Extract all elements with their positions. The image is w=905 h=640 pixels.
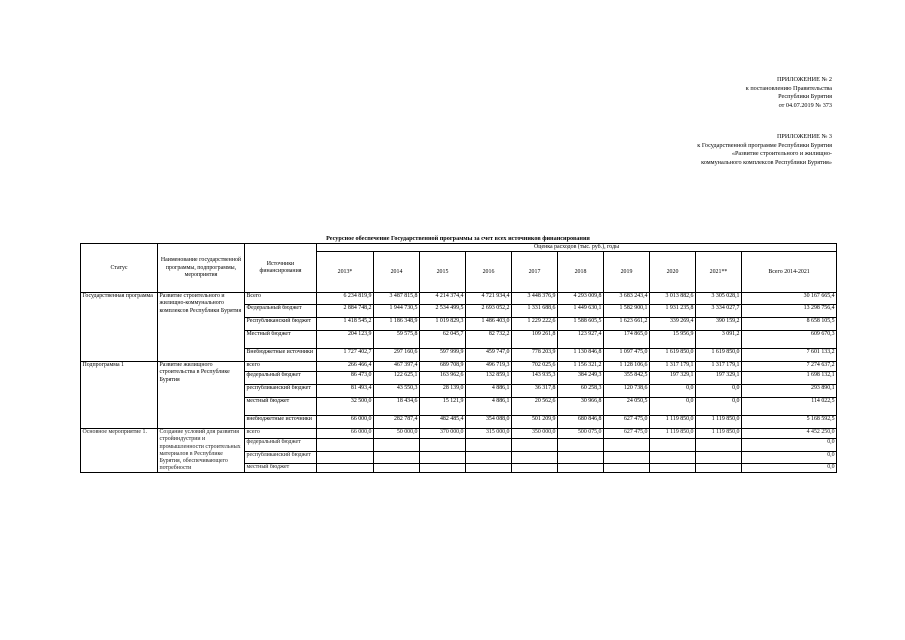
header-source: Источники финансирования bbox=[245, 244, 317, 293]
row-source: республиканский бюджет bbox=[245, 385, 317, 398]
appendix-line: ПРИЛОЖЕНИЕ № 3 bbox=[776, 133, 832, 140]
row-source: Местный бюджет bbox=[245, 331, 317, 349]
header-year: 2019 bbox=[604, 252, 650, 293]
cell-value bbox=[650, 451, 696, 463]
cell-value: 3 683 243,4 bbox=[604, 293, 650, 305]
cell-value: 143 935,3 bbox=[512, 372, 558, 385]
row-status: Основное мероприятие 1. bbox=[81, 429, 158, 473]
cell-value: 82 732,2 bbox=[466, 331, 512, 349]
cell-value: 8 658 105,5 bbox=[742, 318, 837, 331]
cell-value: 1 931 235,8 bbox=[650, 305, 696, 318]
cell-value: 1 619 850,0 bbox=[650, 349, 696, 362]
cell-value: 778 203,9 bbox=[512, 349, 558, 362]
cell-value: 0,0 bbox=[742, 464, 837, 473]
cell-value: 496 719,3 bbox=[466, 362, 512, 372]
cell-value: 32 500,0 bbox=[317, 398, 374, 416]
cell-value: 66 000,0 bbox=[317, 429, 374, 439]
row-source: республиканский бюджет bbox=[245, 451, 317, 463]
cell-value bbox=[512, 451, 558, 463]
cell-value: 114 022,5 bbox=[742, 398, 837, 416]
header-year: 2018 bbox=[558, 252, 604, 293]
cell-value: 1 449 630,1 bbox=[558, 305, 604, 318]
cell-value: 197 329,1 bbox=[650, 372, 696, 385]
cell-value bbox=[696, 464, 742, 473]
row-source: местный бюджет bbox=[245, 464, 317, 473]
header-estimate: Оценка расходов (тыс. руб.), годы bbox=[317, 244, 837, 252]
row-source: Федеральный бюджет bbox=[245, 305, 317, 318]
cell-value: 109 261,8 bbox=[512, 331, 558, 349]
cell-value bbox=[420, 451, 466, 463]
row-source: Республиканский бюджет bbox=[245, 318, 317, 331]
cell-value bbox=[650, 464, 696, 473]
cell-value: 297 160,6 bbox=[374, 349, 420, 362]
header-year: Всего 2014-2021 bbox=[742, 252, 837, 293]
cell-value: 1 130 846,8 bbox=[558, 349, 604, 362]
cell-value: 1 317 179,1 bbox=[696, 362, 742, 372]
cell-value: 1 619 850,0 bbox=[696, 349, 742, 362]
appendix-line: «Развитие строительного и жилищно- bbox=[731, 150, 832, 158]
cell-value: 354 088,0 bbox=[466, 416, 512, 429]
cell-value: 6 234 819,9 bbox=[317, 293, 374, 305]
cell-value: 3 091,2 bbox=[696, 331, 742, 349]
cell-value: 2 534 499,5 bbox=[420, 305, 466, 318]
cell-value: 1 588 605,5 bbox=[558, 318, 604, 331]
cell-value: 1 119 850,0 bbox=[650, 416, 696, 429]
cell-value bbox=[696, 439, 742, 451]
header-status: Статус bbox=[81, 244, 158, 293]
cell-value: 163 962,6 bbox=[420, 372, 466, 385]
cell-value: 467 397,4 bbox=[374, 362, 420, 372]
cell-value: 66 000,0 bbox=[317, 416, 374, 429]
cell-value bbox=[558, 464, 604, 473]
appendix-line: коммунального комплексов Республики Бурятия» bbox=[701, 158, 832, 166]
cell-value: 13 298 756,4 bbox=[742, 305, 837, 318]
cell-value bbox=[604, 451, 650, 463]
table-row bbox=[81, 362, 837, 372]
header-year: 2014 bbox=[374, 252, 420, 293]
cell-value: 500 075,0 bbox=[558, 429, 604, 439]
row-source: Внебюджетные источники bbox=[245, 349, 317, 362]
cell-value: 1 128 106,6 bbox=[604, 362, 650, 372]
cell-value bbox=[374, 451, 420, 463]
cell-value bbox=[466, 439, 512, 451]
cell-value: 120 738,6 bbox=[604, 385, 650, 398]
cell-value: 43 550,3 bbox=[374, 385, 420, 398]
cell-value: 315 000,0 bbox=[466, 429, 512, 439]
cell-value: 2 884 748,2 bbox=[317, 305, 374, 318]
cell-value: 350 000,0 bbox=[512, 429, 558, 439]
cell-value bbox=[604, 464, 650, 473]
header-year: 2016 bbox=[466, 252, 512, 293]
cell-value: 15 956,9 bbox=[650, 331, 696, 349]
cell-value: 50 000,0 bbox=[374, 429, 420, 439]
cell-value: 30 167 665,4 bbox=[742, 293, 837, 305]
cell-value: 5 168 592,5 bbox=[742, 416, 837, 429]
cell-value: 1 727 402,7 bbox=[317, 349, 374, 362]
appendix-line: от 04.07.2019 № 373 bbox=[778, 101, 832, 109]
cell-value: 132 859,1 bbox=[466, 372, 512, 385]
cell-value: 86 473,0 bbox=[317, 372, 374, 385]
header-year: 2017 bbox=[512, 252, 558, 293]
row-source: всего bbox=[245, 362, 317, 372]
cell-value: 28 139,0 bbox=[420, 385, 466, 398]
cell-value: 0,0 bbox=[696, 398, 742, 416]
cell-value: 15 121,9 bbox=[420, 398, 466, 416]
row-status: Подпрограмма 1 bbox=[81, 362, 158, 429]
table-row bbox=[81, 293, 837, 305]
cell-value: 7 601 133,2 bbox=[742, 349, 837, 362]
cell-value: 1 698 132,1 bbox=[742, 372, 837, 385]
cell-value: 1 119 850,0 bbox=[696, 429, 742, 439]
row-source: федеральный бюджет bbox=[245, 372, 317, 385]
cell-value: 1 486 403,0 bbox=[466, 318, 512, 331]
cell-value: 0,0 bbox=[742, 439, 837, 451]
cell-value: 0,0 bbox=[742, 451, 837, 463]
cell-value: 1 229 222,6 bbox=[512, 318, 558, 331]
cell-value: 4 452 250,0 bbox=[742, 429, 837, 439]
cell-value: 4 886,1 bbox=[466, 398, 512, 416]
header-year: 2021** bbox=[696, 252, 742, 293]
table-title: Ресурсное обеспечение Государственной программы за счет всех источников финансирования bbox=[326, 235, 590, 242]
cell-value: 1 582 900,1 bbox=[604, 305, 650, 318]
row-source: всего bbox=[245, 429, 317, 439]
cell-value: 1 418 545,2 bbox=[317, 318, 374, 331]
resource-table bbox=[80, 243, 837, 473]
cell-value: 3 334 027,7 bbox=[696, 305, 742, 318]
cell-value: 204 123,9 bbox=[317, 331, 374, 349]
cell-value: 1 119 850,0 bbox=[696, 416, 742, 429]
cell-value: 3 305 028,1 bbox=[696, 293, 742, 305]
cell-value: 7 274 637,2 bbox=[742, 362, 837, 372]
table-header bbox=[81, 244, 837, 293]
cell-value: 4 721 934,4 bbox=[466, 293, 512, 305]
row-source: внебюджетные источники bbox=[245, 416, 317, 429]
appendix-3-header bbox=[697, 133, 832, 167]
cell-value: 60 258,3 bbox=[558, 385, 604, 398]
cell-value: 1 097 475,0 bbox=[604, 349, 650, 362]
appendix-line: к постановлению Правительства bbox=[745, 84, 832, 92]
cell-value: 1 186 348,9 bbox=[374, 318, 420, 331]
cell-value bbox=[466, 451, 512, 463]
cell-value: 1 623 661,2 bbox=[604, 318, 650, 331]
cell-value bbox=[512, 464, 558, 473]
cell-value bbox=[317, 451, 374, 463]
row-program-name: Развитие строительного и жилищно-коммунального комплексов Республики Бурятия bbox=[158, 293, 245, 362]
cell-value: 20 562,6 bbox=[512, 398, 558, 416]
cell-value: 4 214 374,4 bbox=[420, 293, 466, 305]
cell-value: 390 159,2 bbox=[696, 318, 742, 331]
cell-value bbox=[420, 464, 466, 473]
row-source: местный бюджет bbox=[245, 398, 317, 416]
row-source: Всего bbox=[245, 293, 317, 305]
row-status: Государственная программа bbox=[81, 293, 158, 362]
cell-value: 36 317,8 bbox=[512, 385, 558, 398]
row-source: федеральный бюджет bbox=[245, 439, 317, 451]
cell-value bbox=[604, 439, 650, 451]
cell-value: 266 466,4 bbox=[317, 362, 374, 372]
appendix-line: к Государственной программе Республики Бурятия bbox=[697, 141, 832, 149]
cell-value: 1 119 850,0 bbox=[650, 429, 696, 439]
cell-value bbox=[317, 464, 374, 473]
header-year: 2015 bbox=[420, 252, 466, 293]
row-program-name: Создание условий для развития стройиндустрии и промышленности строительных материалов в Республике Бурятия, обеспечивающего потребности bbox=[158, 429, 245, 473]
table-body bbox=[81, 293, 837, 473]
cell-value: 24 050,5 bbox=[604, 398, 650, 416]
cell-value: 1 331 688,6 bbox=[512, 305, 558, 318]
table-row bbox=[81, 429, 837, 439]
cell-value: 4 886,1 bbox=[466, 385, 512, 398]
cell-value: 627 475,0 bbox=[604, 416, 650, 429]
cell-value bbox=[466, 464, 512, 473]
cell-value: 1 156 321,2 bbox=[558, 362, 604, 372]
appendix-2-header bbox=[746, 76, 832, 110]
cell-value: 0,0 bbox=[696, 385, 742, 398]
cell-value: 81 493,4 bbox=[317, 385, 374, 398]
cell-value: 4 293 009,8 bbox=[558, 293, 604, 305]
cell-value bbox=[650, 439, 696, 451]
cell-value: 370 000,0 bbox=[420, 429, 466, 439]
cell-value: 123 927,4 bbox=[558, 331, 604, 349]
cell-value: 0,0 bbox=[650, 385, 696, 398]
cell-value: 339 269,4 bbox=[650, 318, 696, 331]
cell-value bbox=[696, 451, 742, 463]
cell-value: 174 865,0 bbox=[604, 331, 650, 349]
cell-value bbox=[420, 439, 466, 451]
cell-value: 197 329,1 bbox=[696, 372, 742, 385]
cell-value: 482 485,4 bbox=[420, 416, 466, 429]
cell-value bbox=[512, 439, 558, 451]
cell-value bbox=[317, 439, 374, 451]
header-year: 2020 bbox=[650, 252, 696, 293]
cell-value: 0,0 bbox=[650, 398, 696, 416]
cell-value: 122 625,1 bbox=[374, 372, 420, 385]
cell-value: 689 708,9 bbox=[420, 362, 466, 372]
cell-value: 384 249,3 bbox=[558, 372, 604, 385]
cell-value bbox=[374, 439, 420, 451]
cell-value bbox=[374, 464, 420, 473]
cell-value: 680 846,8 bbox=[558, 416, 604, 429]
cell-value: 1 317 179,1 bbox=[650, 362, 696, 372]
cell-value: 1 019 829,3 bbox=[420, 318, 466, 331]
cell-value: 627 475,0 bbox=[604, 429, 650, 439]
cell-value: 2 693 052,2 bbox=[466, 305, 512, 318]
cell-value: 355 842,5 bbox=[604, 372, 650, 385]
header-year: 2013* bbox=[317, 252, 374, 293]
cell-value: 62 045,7 bbox=[420, 331, 466, 349]
cell-value: 609 670,3 bbox=[742, 331, 837, 349]
cell-value: 3 448 376,9 bbox=[512, 293, 558, 305]
cell-value: 30 966,8 bbox=[558, 398, 604, 416]
cell-value: 293 890,1 bbox=[742, 385, 837, 398]
cell-value: 501 209,9 bbox=[512, 416, 558, 429]
cell-value: 597 999,9 bbox=[420, 349, 466, 362]
cell-value bbox=[558, 439, 604, 451]
appendix-line: ПРИЛОЖЕНИЕ № 2 bbox=[776, 76, 832, 83]
appendix-line: Республики Бурятия bbox=[778, 93, 832, 101]
cell-value: 3 013 882,6 bbox=[650, 293, 696, 305]
cell-value: 459 747,0 bbox=[466, 349, 512, 362]
row-program-name: Развитие жилищного строительства в Республике Бурятия bbox=[158, 362, 245, 429]
cell-value: 59 575,8 bbox=[374, 331, 420, 349]
cell-value: 18 434,6 bbox=[374, 398, 420, 416]
cell-value: 3 487 815,8 bbox=[374, 293, 420, 305]
cell-value bbox=[558, 451, 604, 463]
cell-value: 1 944 730,5 bbox=[374, 305, 420, 318]
header-name: Наименование государственной программы, подпрограммы, мероприятия bbox=[158, 244, 245, 293]
cell-value: 282 787,4 bbox=[374, 416, 420, 429]
cell-value: 702 025,6 bbox=[512, 362, 558, 372]
